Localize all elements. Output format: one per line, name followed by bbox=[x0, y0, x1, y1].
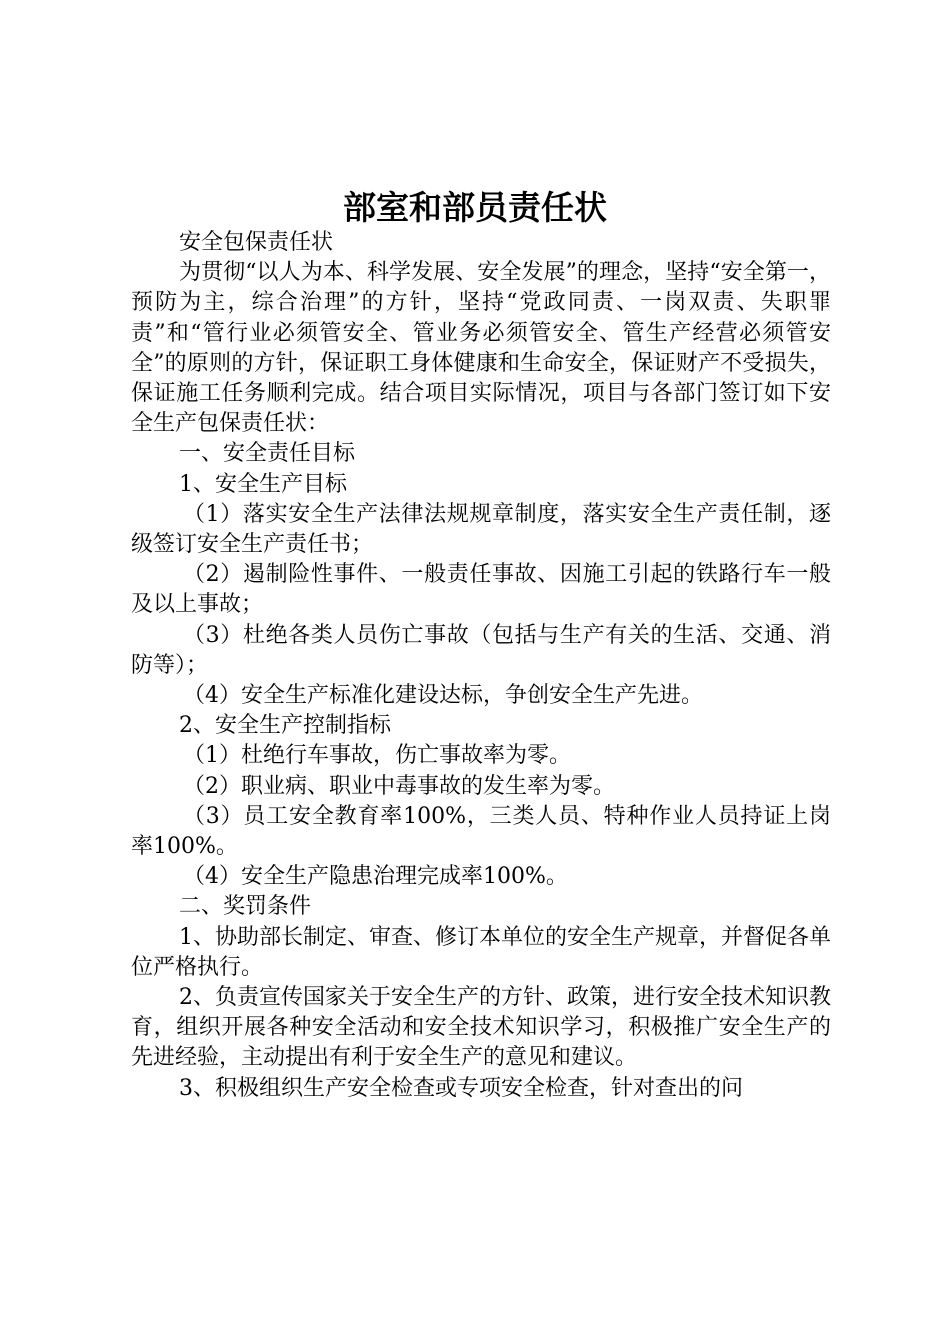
document-body bbox=[131, 228, 831, 1104]
list-item: （1）杜绝行车事故，伤亡事故率为零。 bbox=[183, 743, 571, 769]
list-item: （3）杜绝各类人员伤亡事故（包括与生产有关的生活、交通、消防等）； bbox=[131, 622, 831, 678]
paragraph: 安全包保责任状 bbox=[179, 230, 334, 255]
paragraph: 2、负责宣传国家关于安全生产的方针、政策，进行安全技术知识教育，组织开展各种安全活动和安全技术知识学习，积极推广安全生产的先进经验，主动提出有利于安全生产的意见和建议。 bbox=[131, 985, 831, 1071]
section-heading: 二、奖罚条件 bbox=[179, 894, 312, 920]
list-item: （2）遏制险性事件、一般责任事故、因施工引起的铁路行车一般及以上事故； bbox=[131, 562, 831, 618]
paragraph: 3、积极组织生产安全检查或专项安全检查，针对查出的问 bbox=[179, 1075, 743, 1101]
paragraph: 为贯彻“以人为本、科学发展、安全发展”的理念，坚持“安全第一，预防为主，综合治理”的方针，坚持“党政同责、一岗双责、失职罪责”和“管行业必须管安全、管业务必须管安全、管生产经营必须管安全”的原则的方针，保证职工身体健康和生命安全，保证财产不受损失，保证施工任务顺利完成。结合项目实际情况，项目与各部门签订如下安全生产包保责任状： bbox=[131, 260, 831, 437]
paragraph: 1、协助部长制定、审查、修订本单位的安全生产规章，并督促各单位严格执行。 bbox=[131, 924, 831, 980]
list-item: （2）职业病、职业中毒事故的发生率为零。 bbox=[183, 773, 615, 799]
section-heading: 一、安全责任目标 bbox=[179, 441, 356, 467]
document-title: 部室和部员责任状 bbox=[343, 188, 607, 227]
subsection-heading: 2、安全生产控制指标 bbox=[179, 713, 391, 739]
subsection-heading: 1、安全生产目标 bbox=[179, 471, 347, 497]
list-item: （4）安全生产隐患治理完成率100%。 bbox=[183, 864, 568, 890]
list-item: （4）安全生产标准化建设达标，争创安全生产先进。 bbox=[183, 683, 703, 709]
list-item: （1）落实安全生产法律法规规章制度，落实安全生产责任制，逐级签订安全生产责任书； bbox=[131, 501, 831, 558]
list-item: （3）员工安全教育率100%，三类人员、特种作业人员持证上岗率100%。 bbox=[131, 803, 831, 860]
